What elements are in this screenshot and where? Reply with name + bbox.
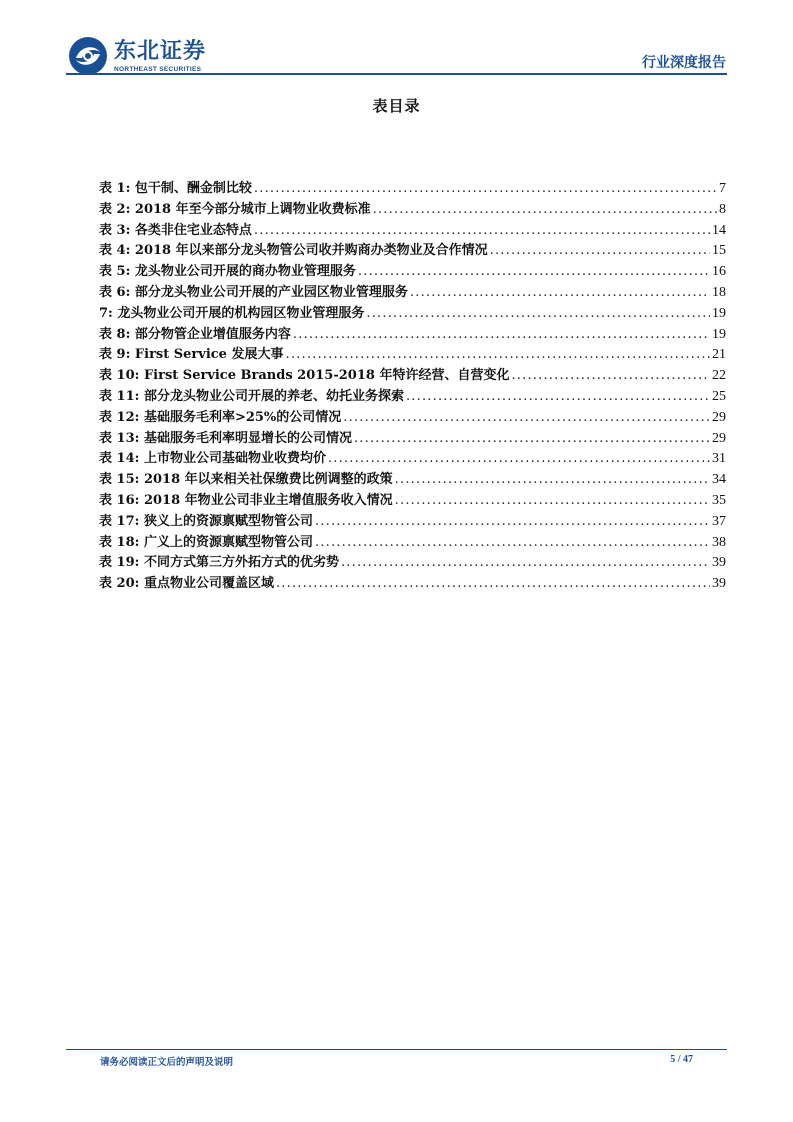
toc-leader: [395, 472, 710, 487]
toc-entry-label: 表 16: 2018 年物业公司非业主增值服务收入情况: [99, 492, 393, 508]
toc-entry-label: 表 18: 广义上的资源禀赋型物管公司: [99, 534, 313, 550]
toc-entry[interactable]: [99, 572, 726, 593]
toc-entry-page: 29: [712, 430, 726, 446]
toc-leader: [358, 264, 710, 279]
toc-entry[interactable]: [99, 406, 726, 427]
toc-entry-page: 22: [712, 368, 726, 384]
table-of-contents: [99, 177, 726, 593]
toc-entry-page: 25: [712, 388, 726, 404]
toc-entry-label: 表 17: 狭义上的资源禀赋型物管公司: [99, 513, 313, 529]
page-header: [0, 0, 793, 80]
toc-entry-page: 8: [719, 201, 726, 217]
toc-leader: [343, 410, 710, 425]
toc-entry-page: 39: [712, 576, 726, 592]
toc-entry[interactable]: [99, 260, 726, 281]
disclaimer-note: 请务必阅读正文后的声明及说明: [100, 1057, 234, 1068]
toc-entry-page: 7: [719, 181, 726, 196]
toc-entry[interactable]: [99, 343, 726, 364]
toc-entry[interactable]: [99, 447, 726, 468]
toc-entry-label: 表 8: 部分物管企业增值服务内容: [99, 326, 291, 342]
toc-entry[interactable]: [99, 323, 726, 344]
toc-entry-page: 38: [712, 534, 726, 550]
toc-entry-label: 表 4: 2018 年以来部分龙头物管公司收并购商办类物业及合作情况: [99, 243, 488, 259]
toc-entry[interactable]: [99, 468, 726, 489]
toc-entry[interactable]: [99, 489, 726, 510]
toc-entry-page: 39: [712, 555, 726, 571]
company-logo: [68, 36, 206, 76]
toc-entry-label: 表 9: First Service 发展大事: [99, 347, 284, 363]
northeast-securities-logo-icon: [68, 36, 108, 76]
toc-entry[interactable]: [99, 427, 726, 448]
toc-entry-label: 表 6: 部分龙头物业公司开展的产业园区物业管理服务: [99, 284, 408, 300]
toc-entry-page: 19: [712, 326, 726, 342]
toc-entry-page: 37: [712, 513, 726, 529]
logo-english-name: NORTHEAST SECURITIES: [114, 65, 202, 73]
toc-entry-page: 14: [712, 222, 726, 238]
toc-leader: [373, 202, 717, 217]
toc-entry-page: 19: [712, 305, 726, 321]
toc-entry-label: 表 11: 部分龙头物业公司开展的养老、幼托业务探索: [99, 388, 404, 404]
toc-entry-label: 表 20: 重点物业公司覆盖区域: [99, 576, 274, 592]
toc-entry-page: 34: [712, 472, 726, 488]
toc-entry[interactable]: [99, 364, 726, 385]
toc-entry-page: 31: [712, 451, 726, 467]
toc-entry-label: 表 15: 2018 年以来相关社保缴费比例调整的政策: [99, 472, 393, 488]
toc-entry-label: 表 1: 包干制、酬金制比较: [99, 181, 252, 196]
toc-leader: [511, 368, 710, 383]
toc-leader: [276, 576, 710, 591]
page-number: 5 / 47: [670, 1054, 693, 1065]
toc-leader: [354, 431, 710, 446]
toc-entry[interactable]: [99, 239, 726, 260]
header-divider: [66, 73, 727, 75]
toc-leader: [315, 514, 710, 529]
toc-leader: [366, 306, 710, 321]
toc-entry-label: 表 5: 龙头物业公司开展的商办物业管理服务: [99, 264, 356, 280]
logo-chinese-name: 东北证券: [114, 38, 207, 64]
toc-entry[interactable]: [99, 302, 726, 323]
toc-title: 表目录: [372, 97, 421, 115]
toc-entry[interactable]: [99, 198, 726, 219]
toc-entry-label: 表 10: First Service Brands 2015-2018 年特许经营、自营变化: [99, 368, 510, 384]
toc-entry-page: 29: [712, 409, 726, 425]
toc-entry[interactable]: [99, 281, 726, 302]
toc-entry-label: 表 19: 不同方式第三方外拓方式的优劣势: [99, 555, 339, 571]
toc-leader: [406, 389, 710, 404]
toc-leader: [410, 285, 710, 300]
toc-leader: [341, 555, 710, 570]
toc-entry-label: 表 3: 各类非住宅业态特点: [99, 222, 252, 238]
toc-leader: [254, 223, 710, 238]
toc-leader: [490, 243, 710, 258]
report-type: 行业深度报告: [642, 55, 726, 71]
toc-entry-label: 表 14: 上市物业公司基础物业收费均价: [99, 451, 326, 467]
toc-entry-page: 35: [712, 492, 726, 508]
toc-entry-page: 16: [712, 264, 726, 280]
toc-entry[interactable]: [99, 177, 726, 198]
toc-entry[interactable]: [99, 219, 726, 240]
toc-entry-label: 表 12: 基础服务毛利率>25%的公司情况: [99, 409, 342, 425]
toc-leader: [285, 347, 710, 362]
toc-leader: [293, 327, 710, 342]
toc-entry-page: 15: [712, 243, 726, 259]
toc-entry-label: 表 2: 2018 年至今部分城市上调物业收费标准: [99, 201, 371, 217]
toc-leader: [328, 451, 710, 466]
toc-entry-page: 21: [712, 347, 726, 363]
toc-leader: [254, 181, 717, 196]
toc-entry[interactable]: [99, 531, 726, 552]
toc-entry[interactable]: [99, 551, 726, 572]
footer-divider: [66, 1049, 727, 1050]
toc-entry-label: 7: 龙头物业公司开展的机构园区物业管理服务: [99, 305, 365, 321]
toc-entry[interactable]: [99, 510, 726, 531]
toc-leader: [395, 493, 710, 508]
toc-entry[interactable]: [99, 385, 726, 406]
toc-entry-label: 表 13: 基础服务毛利率明显增长的公司情况: [99, 430, 352, 446]
toc-leader: [315, 535, 710, 550]
toc-entry-page: 18: [712, 284, 726, 300]
